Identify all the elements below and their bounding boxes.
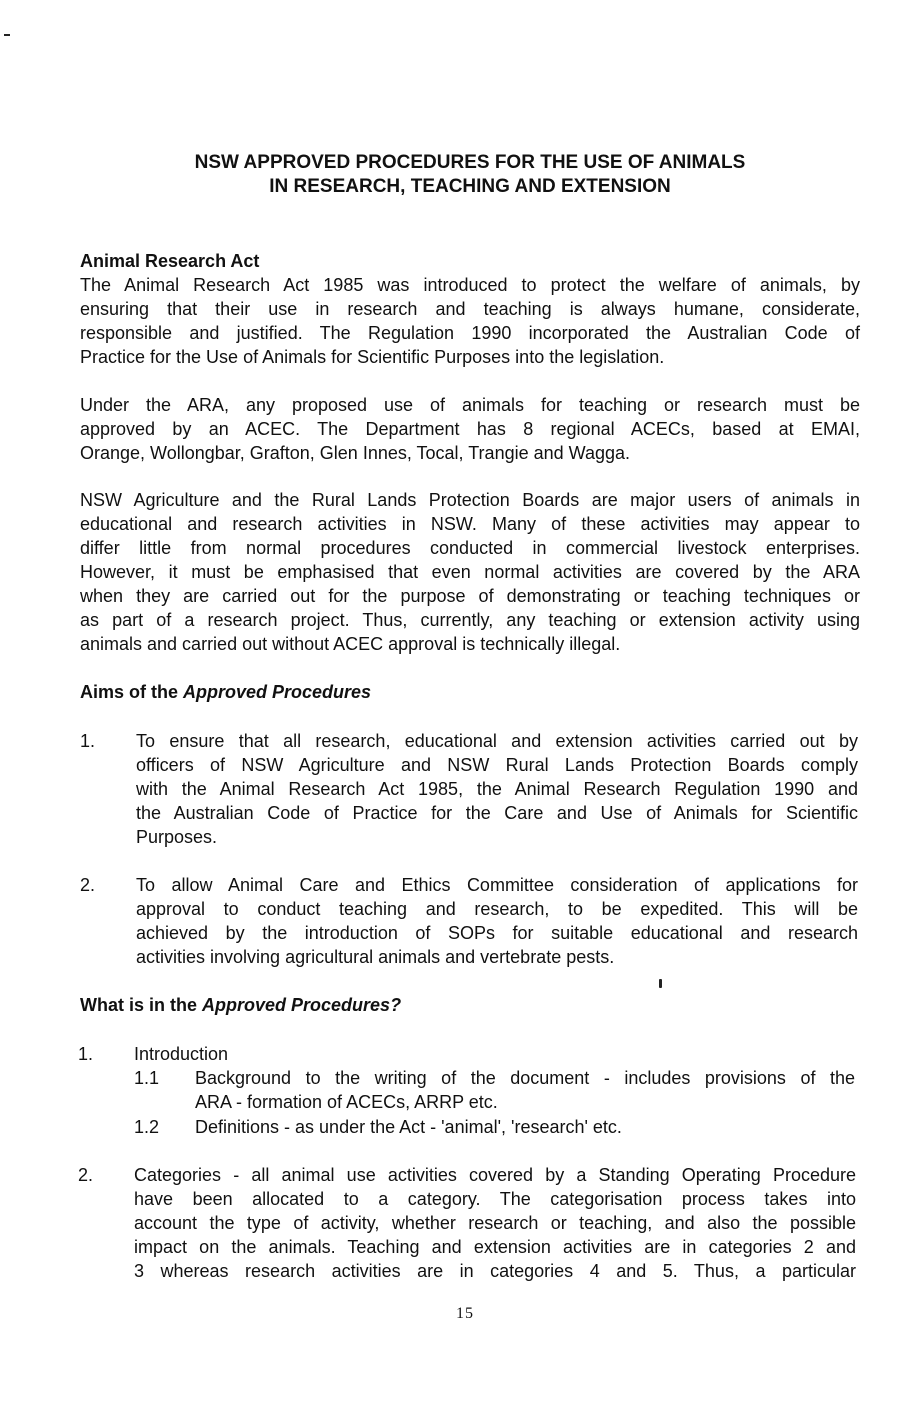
scan-speck [4, 34, 10, 36]
heading-prefix: Aims of the [80, 682, 184, 702]
text-line: animals and carried out without ACEC approval is technically illegal. [80, 634, 621, 654]
text-line: activities involving agricultural animals and vertebrate pests. [136, 947, 615, 967]
heading-italic: Approved Procedures [183, 682, 372, 702]
section-heading-aims [80, 680, 371, 704]
sublist-number: 1.2 [134, 1117, 160, 1137]
text-line: 3 whereas research activities are in categories 4 and 5. Thus, a particular [134, 1261, 856, 1281]
paragraph-acec-approval [80, 393, 860, 465]
text-line: officers of NSW Agriculture and NSW Rural Lands Protection Boards comply [136, 755, 858, 775]
sublist-number: 1.1 [134, 1068, 160, 1088]
sublist-item-background [195, 1066, 855, 1114]
section-heading-animal-research-act: Animal Research Act [80, 251, 260, 271]
text-line: However, it must be emphasised that even normal activities are covered by the ARA [80, 562, 860, 582]
text-line: ARA - formation of ACECs, ARRP etc. [195, 1092, 498, 1112]
text-line: ensuring that their use in research and teaching is always humane, considerate, [80, 299, 860, 319]
scan-speck [659, 979, 662, 988]
text-line: Categories - all animal use activities covered by a Standing Operating Procedure [134, 1165, 856, 1185]
text-line: have been allocated to a category. The categorisation process takes into [134, 1189, 856, 1209]
text-line: The Animal Research Act 1985 was introduced to protect the welfare of animals, by [80, 275, 860, 295]
text-line: Practice for the Use of Animals for Scientific Purposes into the legislation. [80, 347, 665, 367]
list-item-categories [134, 1163, 856, 1283]
text-line: the Australian Code of Practice for the Care and Use of Animals for Scientific [136, 803, 858, 823]
text-line: differ little from normal procedures conducted in commercial livestock enterprises. [80, 538, 860, 558]
list-item-introduction: Introduction [134, 1044, 229, 1064]
list-number: 1. [80, 731, 96, 751]
text-line: To ensure that all research, educational and extension activities carried out by [136, 731, 858, 751]
list-number: 2. [78, 1165, 94, 1185]
text-line: approval to conduct teaching and research, to be expedited. This will be [136, 899, 858, 919]
list-item-aim-1 [136, 729, 858, 849]
text-line: approved by an ACEC. The Department has 8 regional ACECs, based at EMAI, [80, 419, 860, 439]
text-line: Background to the writing of the document - includes provisions of the [195, 1068, 855, 1088]
section-heading-contents [80, 993, 401, 1017]
text-line: educational and research activities in NSW. Many of these activities may appear to [80, 514, 860, 534]
text-line: Orange, Wollongbar, Grafton, Glen Innes, Tocal, Trangie and Wagga. [80, 443, 630, 463]
text-line: Definitions - as under the Act - 'animal', 'research' etc. [195, 1117, 622, 1137]
page-number: 15 [456, 1305, 474, 1322]
text-line: Under the ARA, any proposed use of animals for teaching or research must be [80, 395, 860, 415]
text-line: NSW Agriculture and the Rural Lands Protection Boards are major users of animals in [80, 490, 860, 510]
paragraph-ara-intro [80, 273, 860, 369]
list-item-aim-2 [136, 873, 858, 969]
document-title [0, 151, 900, 199]
text-line: responsible and justified. The Regulation 1990 incorporated the Australian Code of [80, 323, 860, 343]
title-line-2: IN RESEARCH, TEACHING AND EXTENSION [269, 176, 671, 197]
paragraph-nsw-agriculture [80, 488, 860, 656]
list-number: 2. [80, 875, 96, 895]
title-line-1: NSW APPROVED PROCEDURES FOR THE USE OF ANIMALS [194, 152, 746, 173]
text-line: account the type of activity, whether research or teaching, and also the possible [134, 1213, 856, 1233]
text-line: when they are carried out for the purpose of demonstrating or teaching techniques or [80, 586, 860, 606]
text-line: as part of a research project. Thus, currently, any teaching or extension activity using [80, 610, 860, 630]
list-number: 1. [78, 1044, 94, 1064]
heading-prefix: What is in the [80, 995, 203, 1015]
text-line: achieved by the introduction of SOPs for suitable educational and research [136, 923, 858, 943]
text-line: with the Animal Research Act 1985, the Animal Research Regulation 1990 and [136, 779, 858, 799]
text-line: To allow Animal Care and Ethics Committee consideration of applications for [136, 875, 858, 895]
text-line: impact on the animals. Teaching and extension activities are in categories 2 and [134, 1237, 856, 1257]
heading-italic: Approved Procedures? [202, 995, 402, 1015]
sublist-item-definitions [195, 1115, 855, 1139]
text-line: Purposes. [136, 827, 218, 847]
